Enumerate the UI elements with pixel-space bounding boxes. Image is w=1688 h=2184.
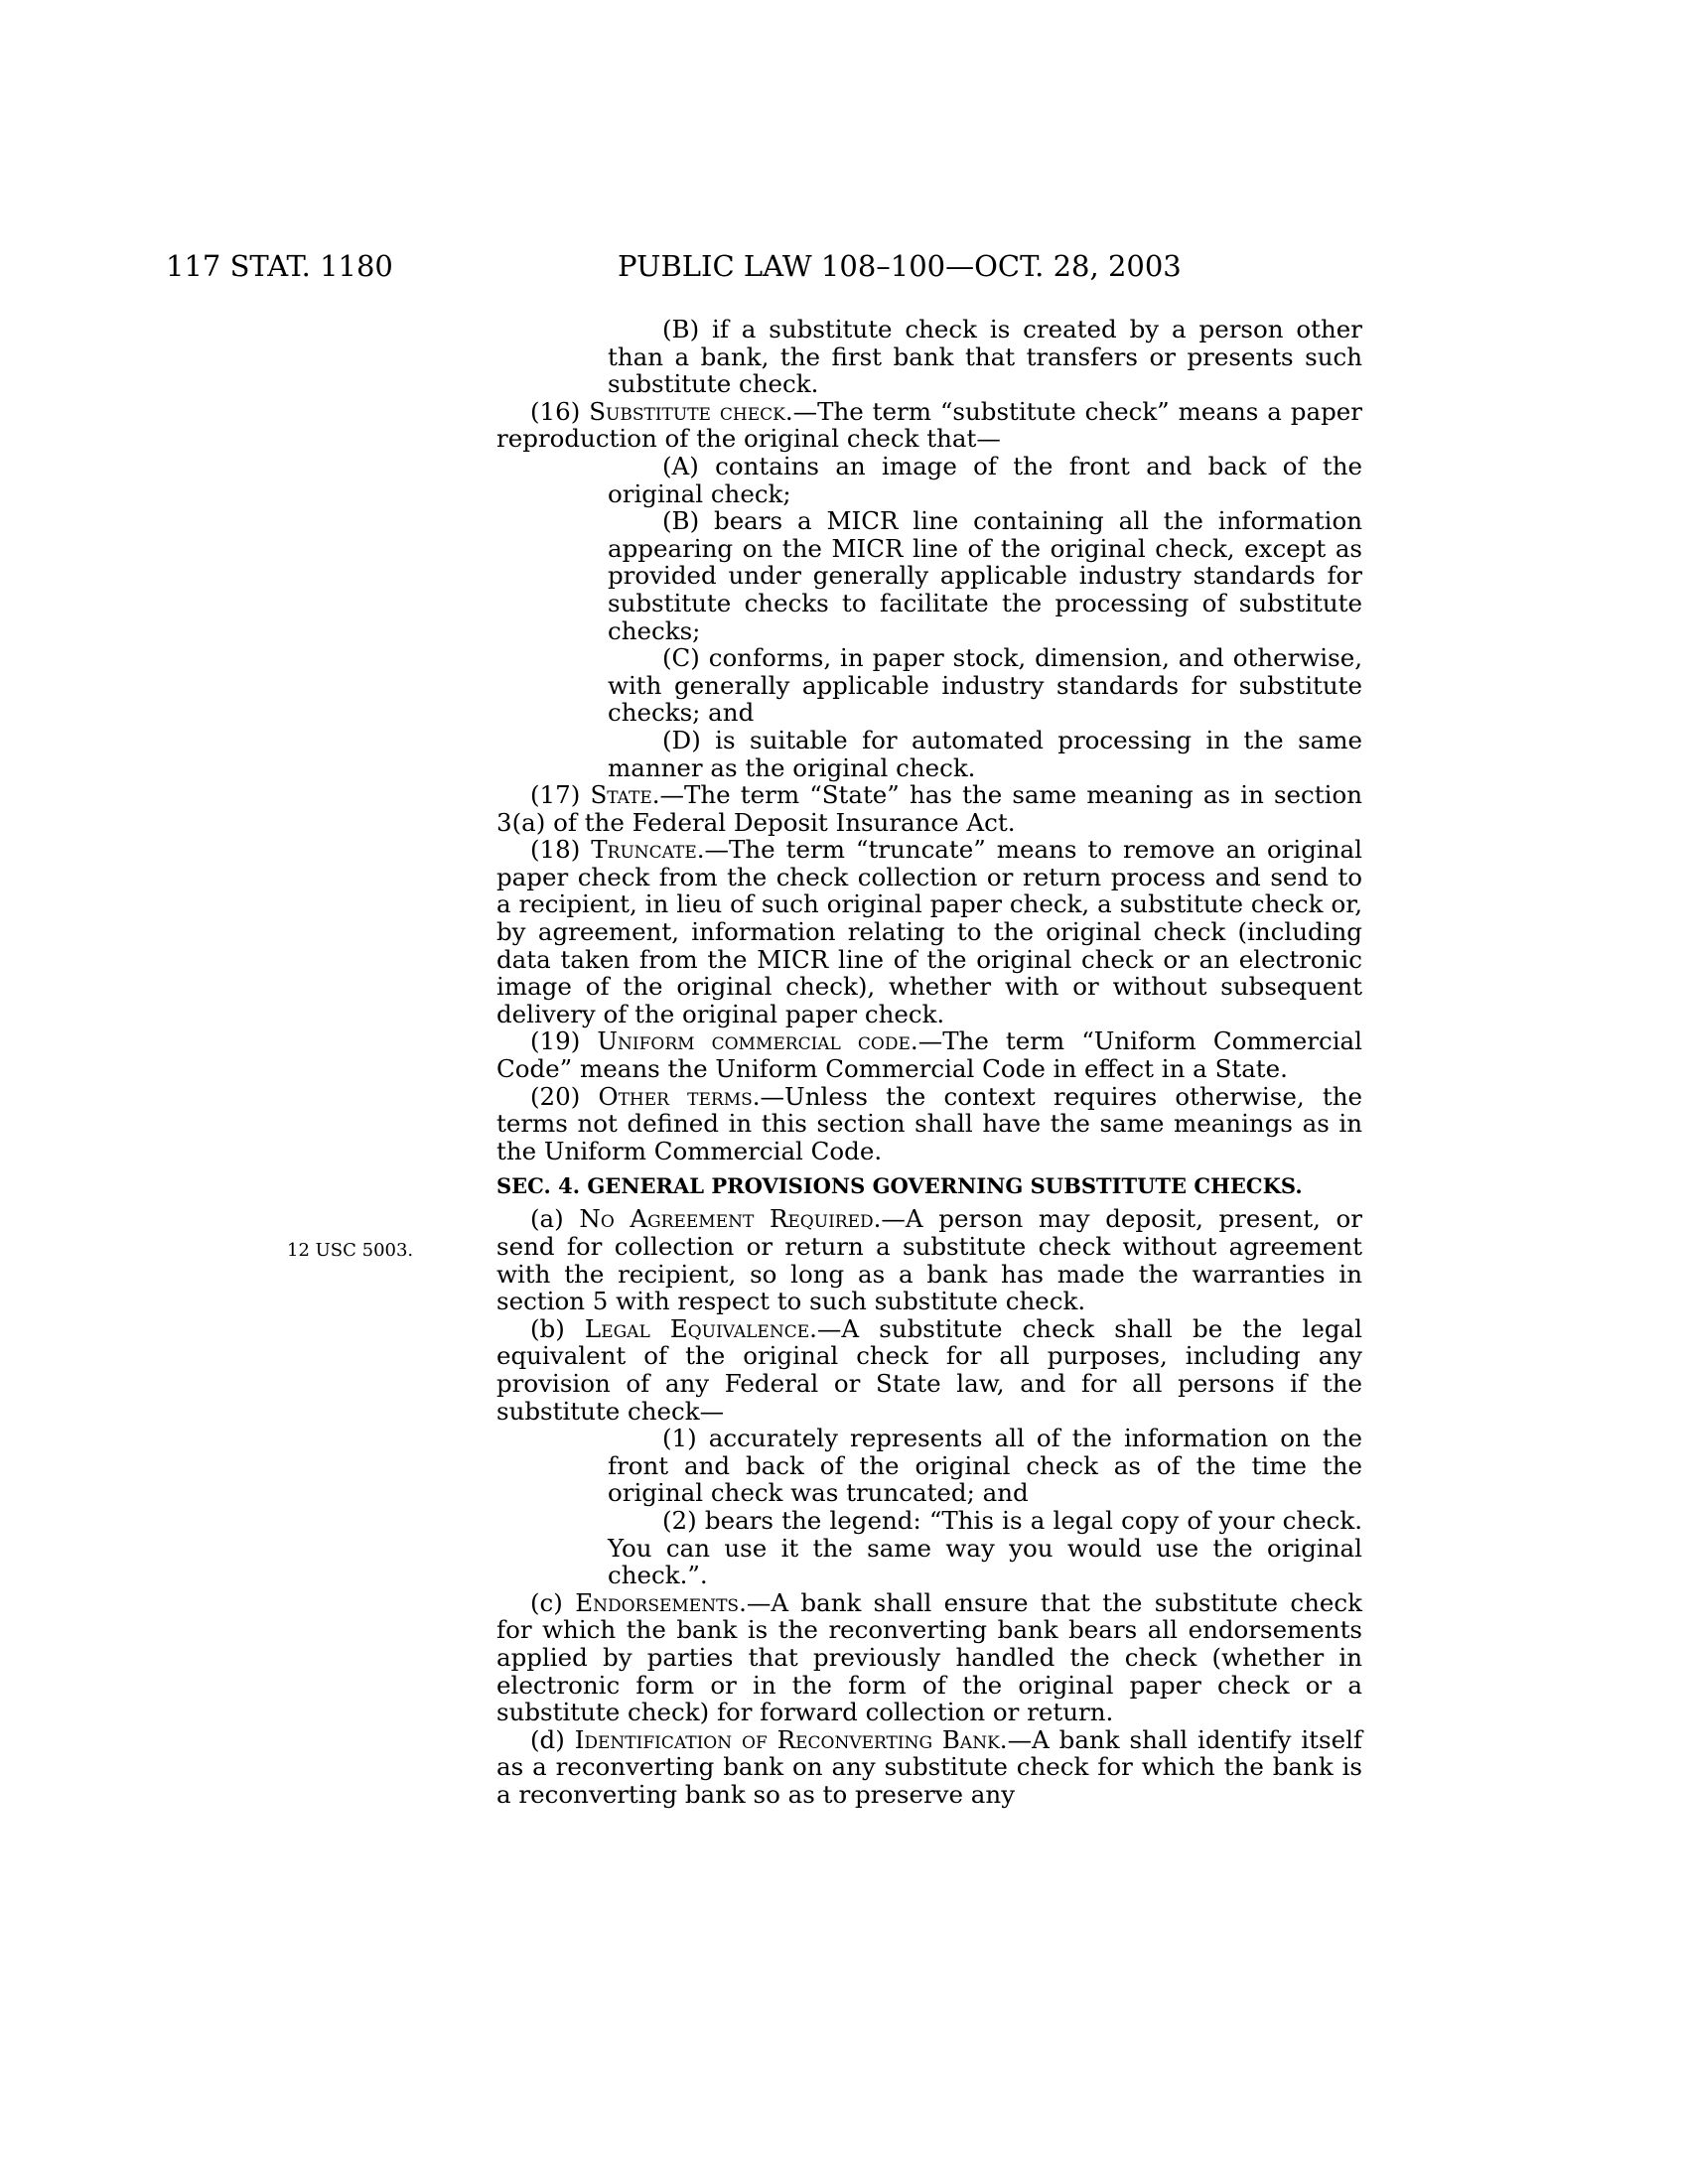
subsection-d: [496, 1726, 1362, 1809]
body-text: [496, 316, 1362, 1808]
subsection-d-heading: Identification of Reconverting Bank: [574, 1724, 1000, 1754]
subsection-d-number: (d): [530, 1724, 575, 1754]
para-18-text: .—The term “truncate” means to remove an original paper check from the check collection or return process and send to a recipient, in lieu of such original paper check, a substitute check or, by agreement, information relating to the original check (including data taken from the MICR line of the original check or an electronic image of the original check), whether with or without subsequent delivery of the original paper check.: [496, 835, 1362, 1028]
para-20-number: (20): [530, 1081, 599, 1111]
para-16: [496, 398, 1362, 453]
subsection-d-text: .—A bank shall identify itself as a reconverting bank on any substitute check for which the bank is a reconverting bank so as to preserve any: [496, 1724, 1363, 1809]
law-title: PUBLIC LAW 108–100—OCT. 28, 2003: [618, 249, 1182, 283]
para-19-text: .—The term “Uniform Commercial Code” means the Uniform Commercial Code in effect in a State.: [496, 1026, 1362, 1084]
para-20-text: .—Unless the context requires otherwise, the terms not defined in this section shall have the same meanings as in the Uniform Commercial Code.: [496, 1081, 1362, 1165]
subsection-a-number: (a): [530, 1204, 580, 1234]
para-16-a: (A) contains an image of the front and back of the original check;: [608, 451, 1362, 508]
para-16-number: (16): [530, 396, 590, 426]
para-16-c: (C) conforms, in paper stock, dimension, and otherwise, with generally applicable industry standards for substitute checks; and: [608, 643, 1362, 728]
para-15-b: (B) if a substitute check is created by a person other than a bank, the first bank that transfers or presents such substitute check.: [608, 315, 1362, 399]
subsection-b-heading: Legal Equivalence: [584, 1313, 810, 1343]
para-16-d: (D) is suitable for automated processing in the same manner as the original check.: [608, 725, 1362, 782]
para-17-text: .—The term “State” has the same meaning as in section 3(a) of the Federal Deposit Insurance Act.: [496, 780, 1362, 837]
subsection-b: [496, 1315, 1362, 1425]
para-18: [496, 836, 1362, 1027]
subsection-b-text: .—A substitute check shall be the legal equivalent of the original check for all purposes, including any provision of any Federal or State law, and for all persons if the substitute check—: [496, 1313, 1363, 1426]
para-18-number: (18): [530, 835, 592, 865]
para-16-b: (B) bears a MICR line containing all the information appearing on the MICR line of the original check, except as provided under generally applicable industry standards for substitute checks to facilitate the processing of substitute checks;: [608, 506, 1362, 645]
para-18-heading: Truncate: [591, 835, 697, 865]
para-19-heading: Uniform commercial code: [597, 1026, 911, 1056]
para-17: [496, 781, 1362, 836]
section-4-heading: SEC. 4. GENERAL PROVISIONS GOVERNING SUBSTITUTE CHECKS.: [496, 1173, 1303, 1199]
para-17-number: (17): [530, 780, 591, 810]
para-16-text: .—The term “substitute check” means a paper reproduction of the original check that—: [496, 396, 1362, 454]
subsection-b-number: (b): [530, 1313, 585, 1343]
para-17-heading: State: [590, 780, 652, 810]
subsection-a-heading: No Agreement Required: [579, 1204, 874, 1234]
para-16-heading: Substitute check: [589, 396, 785, 426]
subsection-a-text: .—A person may deposit, present, or send for collection or return a substitute check without agreement with the recipient, so long as a bank has made the warranties in section 5 with respect to such substitute check.: [496, 1204, 1362, 1316]
subsection-b-2: (2) bears the legend: “This is a legal copy of your check. You can use it the same way you would use the original check.”.: [608, 1505, 1362, 1590]
para-19: [496, 1027, 1362, 1082]
para-19-number: (19): [530, 1026, 598, 1056]
subsection-c-number: (c): [530, 1587, 576, 1617]
page-header: [0, 246, 1688, 286]
subsection-c-text: .—A bank shall ensure that the substitute check for which the bank is the reconverting bank bears all endorsements applied by parties that previously handled the check (whether in electronic form or in the form of the original paper check or a substitute check) for forward collection or return.: [496, 1587, 1362, 1727]
stat-citation: 117 STAT. 1180: [166, 249, 393, 283]
subsection-c-heading: Endorsements: [575, 1587, 740, 1617]
subsection-b-1: (1) accurately represents all of the information on the front and back of the original check as of the time the original check was truncated; and: [608, 1424, 1362, 1508]
subsection-a: [496, 1205, 1362, 1314]
para-20: [496, 1083, 1362, 1165]
margin-note-usc: 12 USC 5003.: [287, 1240, 414, 1261]
subsection-c: [496, 1589, 1362, 1726]
para-20-heading: Other terms: [598, 1081, 753, 1111]
